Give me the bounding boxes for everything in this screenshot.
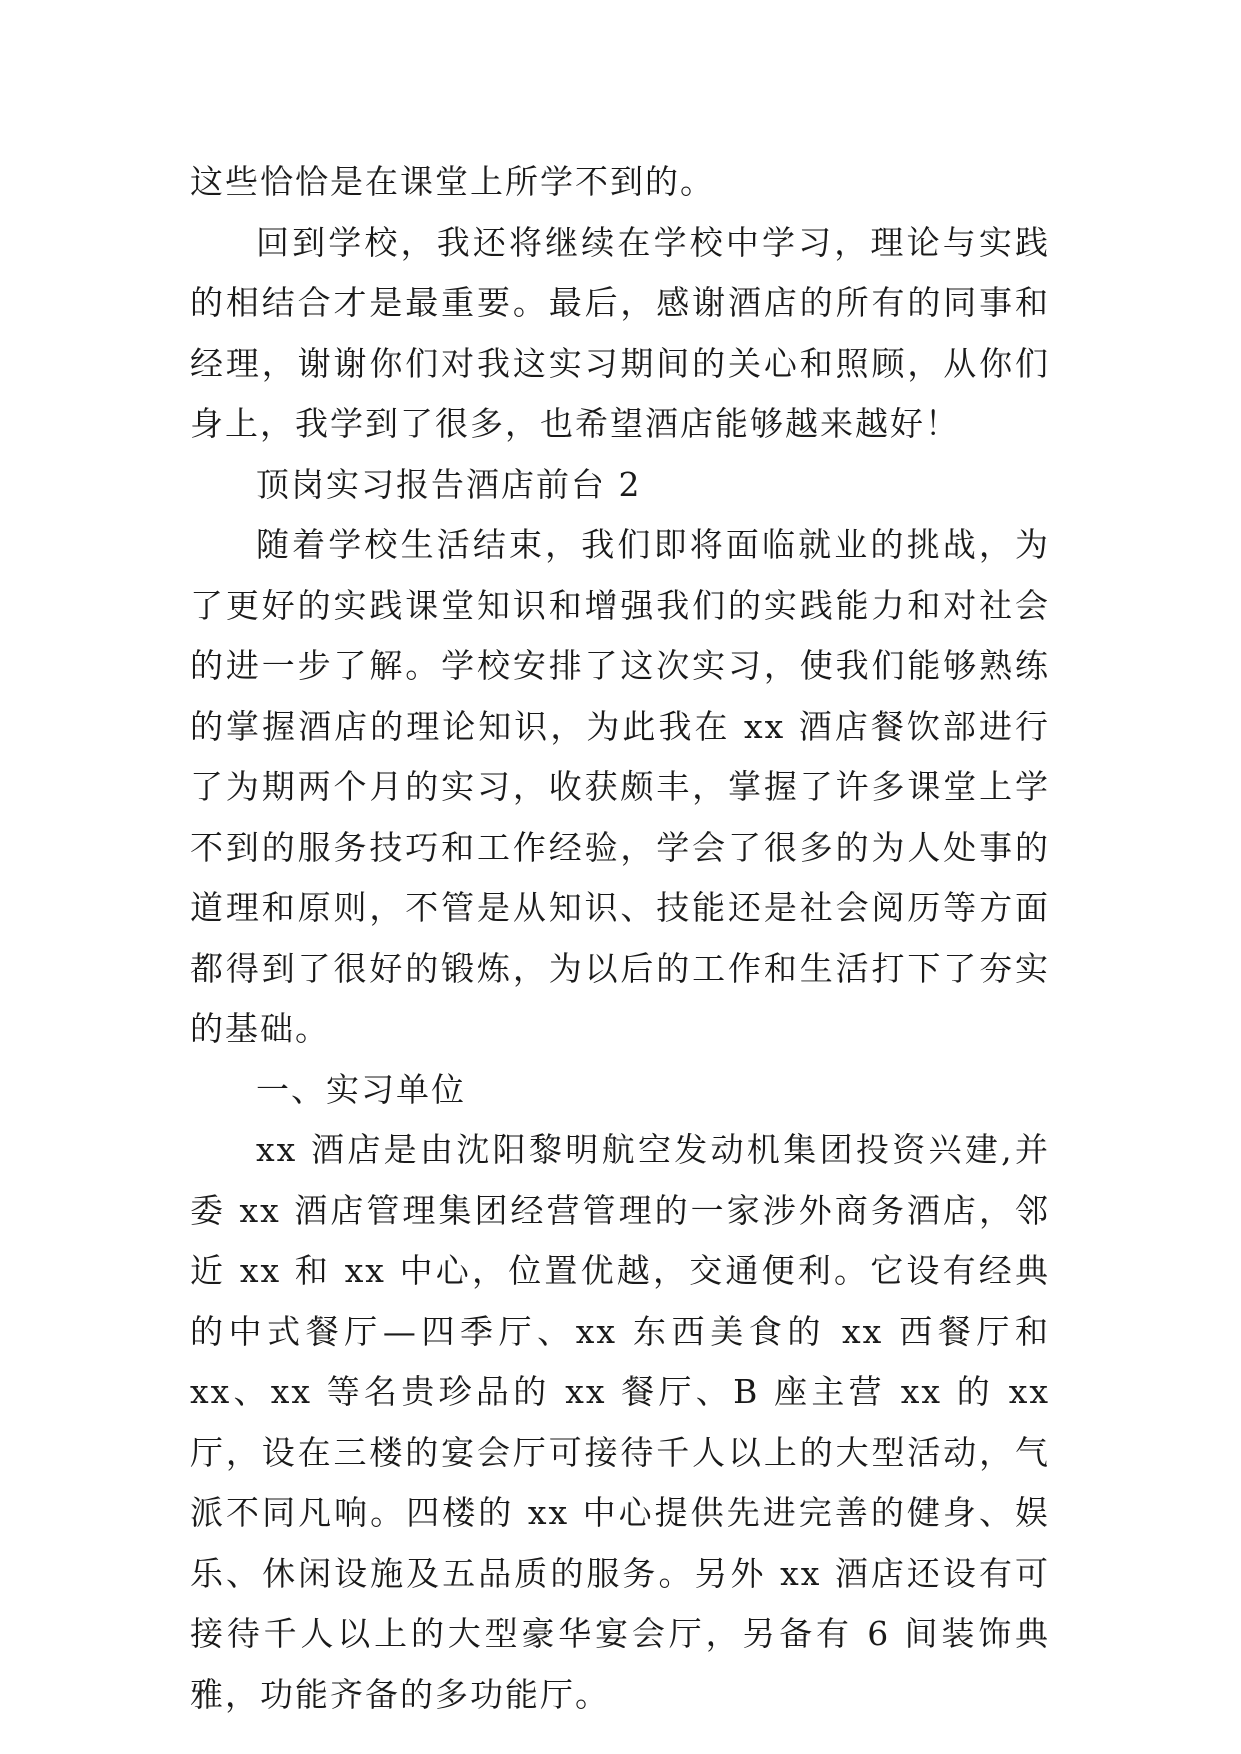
section-title-report-2: 顶岗实习报告酒店前台 2: [256, 464, 642, 504]
document-body: [190, 152, 1050, 1725]
paragraph-closing-fragment: 这些恰恰是在课堂上所学不到的。: [190, 162, 715, 201]
paragraph-return-to-school: 回到学校，我还将继续在学校中学习，理论与实践的相结合才是最重要。最后，感谢酒店的所有的同事和经理，谢谢你们对我这实习期间的关心和照顾，从你们身上，我学到了很多，也希望酒店能够越来越好！: [190, 222, 1050, 443]
section-heading-internship-unit: 一、实习单位: [256, 1069, 466, 1109]
paragraph-hotel-description: xx 酒店是由沈阳黎明航空发动机集团投资兴建,并委 xx 酒店管理集团经营管理的一家涉外商务酒店，邻近 xx 和 xx 中心，位置优越，交通便利。它设有经典的中式餐厅—四季厅、xx 东西美食的 xx 西餐厅和 xx、xx 等名贵珍品的 xx 餐厅、B 座主营 xx 的 xx 厅，设在三楼的宴会厅可接待千人以上的大型活动，气派不同凡响。四楼的 xx 中心提供先进完善的健身、娱乐、休闲设施及五品质的服务。另外 xx 酒店还设有可接待千人以上的大型豪华宴会厅，另备有 6 间装饰典雅，功能齐备的多功能厅。: [190, 1130, 1050, 1714]
paragraph-introduction: 随着学校生活结束，我们即将面临就业的挑战，为了更好的实践课堂知识和增强我们的实践能力和对社会的进一步了解。学校安排了这次实习，使我们能够熟练的掌握酒店的理论知识，为此我在 xx 酒店餐饮部进行了为期两个月的实习，收获颇丰，掌握了许多课堂上学不到的服务技巧和工作经验，学会了很多的为人处事的道理和原则，不管是从知识、技能还是社会阅历等方面都得到了很好的锻炼，为以后的工作和生活打下了夯实的基础。: [190, 525, 1050, 1048]
